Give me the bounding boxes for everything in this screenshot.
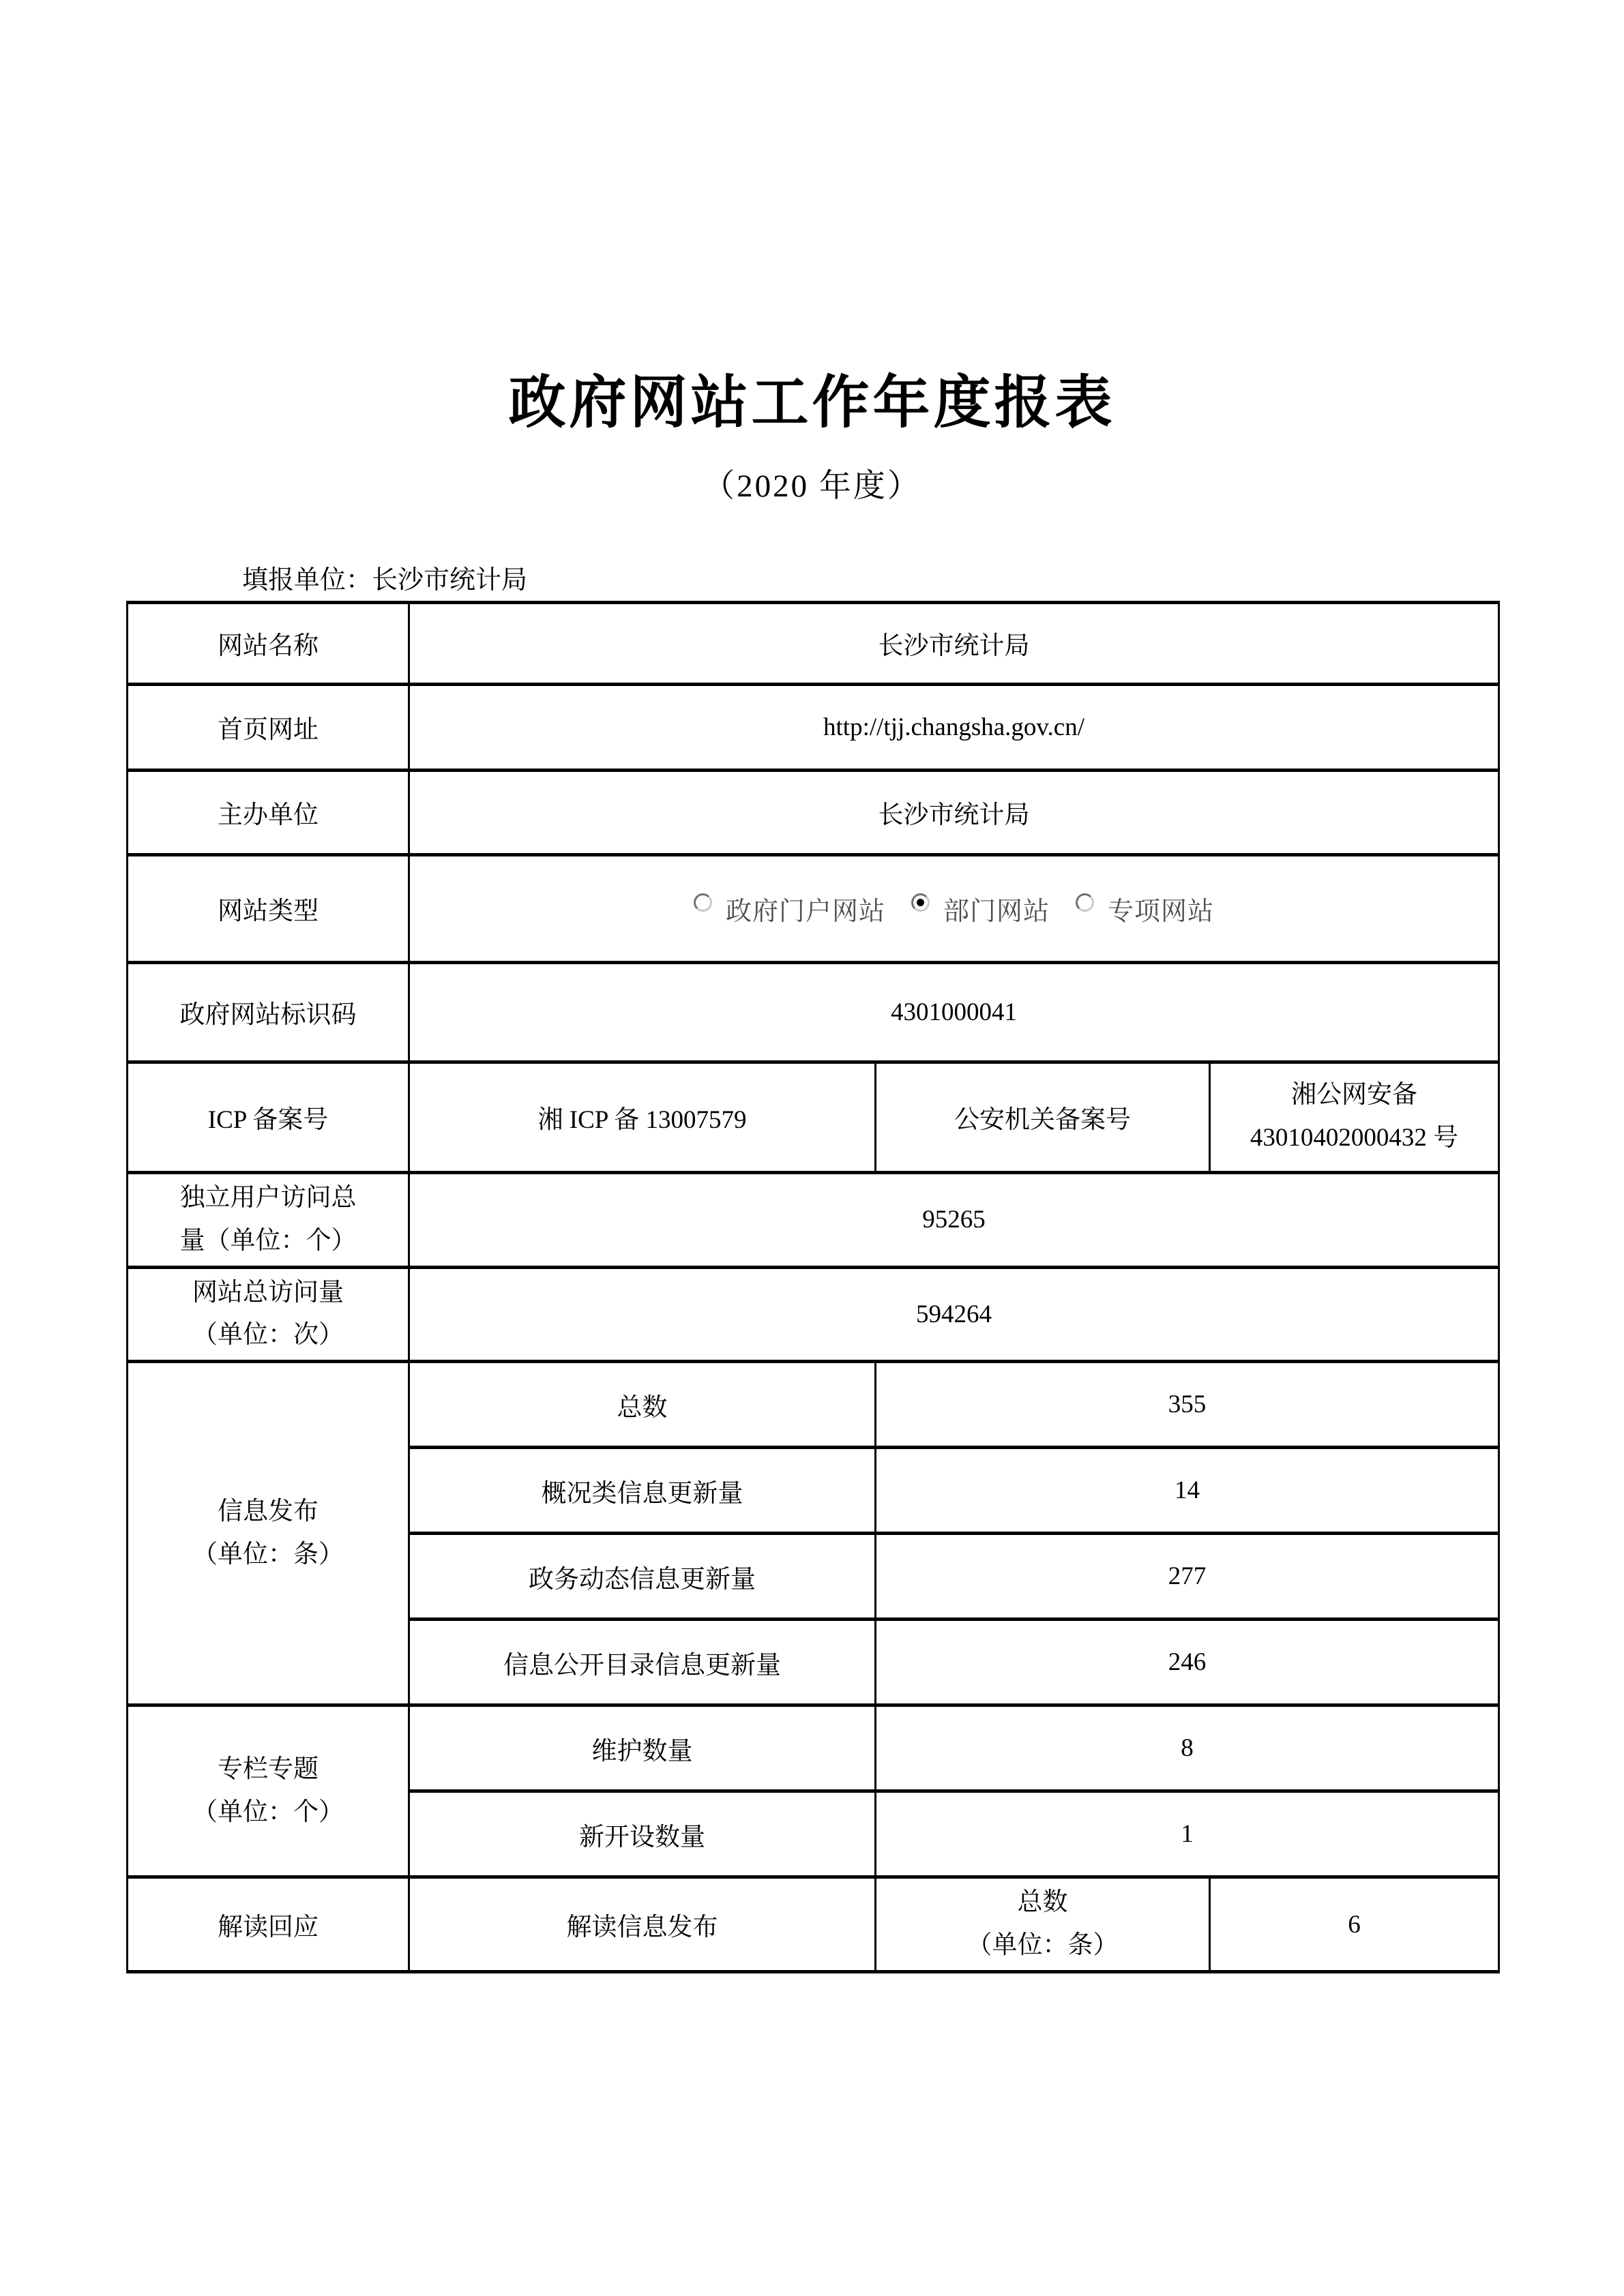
radio-button-icon <box>911 893 930 912</box>
interpretation-total-label-line1: 总数 <box>1017 1888 1068 1917</box>
site-name-value: 长沙市统计局 <box>409 602 1499 684</box>
info-publish-item-label: 总数 <box>409 1362 876 1448</box>
info-publish-item-value: 14 <box>876 1448 1499 1534</box>
info-publish-item-value: 355 <box>876 1362 1499 1448</box>
site-name-label: 网站名称 <box>128 602 409 684</box>
interpretation-value: 6 <box>1210 1877 1499 1972</box>
total-visits-label-line2: （单位：次） <box>192 1321 344 1350</box>
icp-value: 湘 ICP 备 13007579 <box>409 1062 876 1172</box>
radio-option-government-portal[interactable] <box>694 890 885 927</box>
police-record-value-line2: 43010402000432 号 <box>1250 1124 1459 1152</box>
info-publish-label-line1: 信息发布 <box>218 1497 319 1525</box>
report-table <box>126 601 1500 1973</box>
site-id-code-value: 4301000041 <box>409 962 1499 1062</box>
interpretation-total-label <box>876 1877 1210 1972</box>
sponsor-unit-label: 主办单位 <box>128 770 409 854</box>
special-columns-label-line2: （单位：个） <box>192 1798 344 1826</box>
site-type-options <box>409 854 1499 962</box>
page-title: 政府网站工作年度报表 <box>508 370 1116 434</box>
table-row-sponsor-unit <box>128 770 1499 854</box>
special-columns-item-value: 1 <box>876 1791 1499 1877</box>
interpretation-label: 解读回应 <box>128 1877 409 1972</box>
radio-option-department-site[interactable] <box>911 890 1050 927</box>
table-row-site-id-code <box>128 962 1499 1062</box>
special-columns-label <box>128 1705 409 1877</box>
table-row-info-publish-total <box>128 1362 1499 1448</box>
sponsor-unit-value: 长沙市统计局 <box>409 770 1499 854</box>
info-publish-label <box>128 1362 409 1705</box>
special-columns-item-value: 8 <box>876 1705 1499 1791</box>
interpretation-total-label-line2: （单位：条） <box>966 1931 1119 1960</box>
radio-option-label: 政府门户网站 <box>725 897 885 926</box>
site-type-label: 网站类型 <box>128 854 409 962</box>
unique-visitors-value: 95265 <box>409 1172 1499 1267</box>
table-row-site-name <box>128 602 1499 684</box>
table-row-icp <box>128 1062 1499 1172</box>
total-visits-value: 594264 <box>409 1267 1499 1362</box>
radio-button-icon <box>1076 893 1094 912</box>
icp-label: ICP 备案号 <box>128 1062 409 1172</box>
table-row-interpretation <box>128 1877 1499 1972</box>
info-publish-item-value: 277 <box>876 1534 1499 1620</box>
police-record-value <box>1210 1062 1499 1172</box>
table-row-site-type <box>128 854 1499 962</box>
unique-visitors-label-line2: 量（单位：个） <box>179 1226 357 1255</box>
info-publish-label-line2: （单位：条） <box>192 1540 344 1568</box>
reporting-unit-value: 长沙市统计局 <box>372 566 528 595</box>
reporting-unit-line <box>242 567 1624 595</box>
table-row-total-visits <box>128 1267 1499 1362</box>
table-row-unique-visitors <box>128 1172 1499 1267</box>
total-visits-label <box>128 1267 409 1362</box>
homepage-url-value: http://tjj.changsha.gov.cn/ <box>409 684 1499 770</box>
site-type-radio-group <box>415 890 1492 927</box>
homepage-url-label: 首页网址 <box>128 684 409 770</box>
police-record-label: 公安机关备案号 <box>876 1062 1210 1172</box>
radio-option-special-site[interactable] <box>1076 890 1214 927</box>
site-id-code-label: 政府网站标识码 <box>128 962 409 1062</box>
table-row-special-columns-maintained <box>128 1705 1499 1791</box>
info-publish-item-label: 信息公开目录信息更新量 <box>409 1620 876 1705</box>
special-columns-item-label: 新开设数量 <box>409 1791 876 1877</box>
radio-button-icon <box>694 893 712 912</box>
info-publish-item-label: 概况类信息更新量 <box>409 1448 876 1534</box>
special-columns-label-line1: 专栏专题 <box>218 1755 319 1783</box>
table-row-homepage-url <box>128 684 1499 770</box>
info-publish-item-label: 政务动态信息更新量 <box>409 1534 876 1620</box>
radio-option-label: 部门网站 <box>943 897 1050 926</box>
interpretation-sub-label: 解读信息发布 <box>409 1877 876 1972</box>
reporting-unit-label: 填报单位： <box>242 566 372 595</box>
page-subtitle: （2020 年度） <box>703 468 921 504</box>
police-record-value-line1: 湘公网安备 <box>1291 1081 1417 1109</box>
total-visits-label-line1: 网站总访问量 <box>192 1278 344 1307</box>
radio-option-label: 专项网站 <box>1108 897 1215 926</box>
info-publish-item-value: 246 <box>876 1620 1499 1705</box>
special-columns-item-label: 维护数量 <box>409 1705 876 1791</box>
unique-visitors-label-line1: 独立用户访问总 <box>179 1183 357 1212</box>
unique-visitors-label <box>128 1172 409 1267</box>
